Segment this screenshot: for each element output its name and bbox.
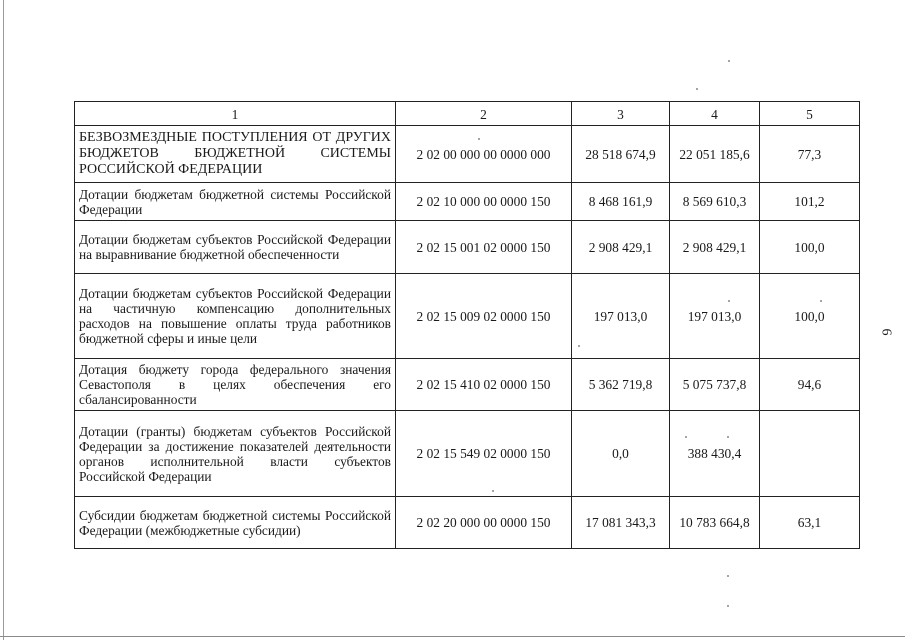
execution-percent: 94,6 (760, 359, 860, 411)
revenue-table (74, 101, 860, 549)
table-row (75, 221, 860, 274)
column-number-row (75, 102, 860, 126)
plan-value: 197 013,0 (572, 274, 670, 359)
execution-percent: 100,0 (760, 221, 860, 274)
scan-speck (727, 436, 729, 438)
scan-edge-bottom (0, 636, 905, 637)
scan-speck (727, 575, 729, 577)
actual-value: 8 569 610,3 (670, 183, 760, 221)
income-name: БЕЗВОЗМЕЗДНЫЕ ПОСТУПЛЕНИЯ ОТ ДРУГИХ БЮДЖЕТОВ БЮДЖЕТНОЙ СИСТЕМЫ РОССИЙСКОЙ ФЕДЕРАЦИИ (75, 126, 396, 183)
actual-value: 10 783 664,8 (670, 497, 760, 549)
income-name: Дотации бюджетам субъектов Российской Федерации на выравнивание бюджетной обеспеченности (75, 221, 396, 274)
execution-percent: 100,0 (760, 274, 860, 359)
plan-value: 17 081 343,3 (572, 497, 670, 549)
income-name: Субсидии бюджетам бюджетной системы Российской Федерации (межбюджетные субсидии) (75, 497, 396, 549)
income-name: Дотация бюджету города федерального значения Севастополя в целях обеспечения его сбалансированности (75, 359, 396, 411)
budget-code: 2 02 15 549 02 0000 150 (396, 411, 572, 497)
table-row (75, 359, 860, 411)
plan-value: 5 362 719,8 (572, 359, 670, 411)
actual-value: 5 075 737,8 (670, 359, 760, 411)
execution-percent: 63,1 (760, 497, 860, 549)
table-row (75, 497, 860, 549)
table-row (75, 126, 860, 183)
column-number: 5 (760, 102, 860, 126)
execution-percent: 77,3 (760, 126, 860, 183)
budget-code: 2 02 10 000 00 0000 150 (396, 183, 572, 221)
scan-edge-left (3, 0, 4, 640)
plan-value: 0,0 (572, 411, 670, 497)
scan-speck (478, 138, 480, 140)
execution-percent (760, 411, 860, 497)
execution-percent: 101,2 (760, 183, 860, 221)
scan-speck (728, 60, 730, 62)
scan-speck (492, 490, 494, 492)
plan-value: 8 468 161,9 (572, 183, 670, 221)
scan-speck (820, 300, 822, 302)
page-number: 6 (878, 328, 894, 336)
budget-code: 2 02 20 000 00 0000 150 (396, 497, 572, 549)
actual-value: 388 430,4 (670, 411, 760, 497)
actual-value: 2 908 429,1 (670, 221, 760, 274)
scan-speck (728, 300, 730, 302)
table-row (75, 411, 860, 497)
column-number: 4 (670, 102, 760, 126)
table-row (75, 183, 860, 221)
budget-code: 2 02 15 001 02 0000 150 (396, 221, 572, 274)
plan-value: 28 518 674,9 (572, 126, 670, 183)
income-name: Дотации (гранты) бюджетам субъектов Российской Федерации за достижение показателей деятельности органов исполнительной власти субъектов Российской Федерации (75, 411, 396, 497)
column-number: 2 (396, 102, 572, 126)
column-number: 1 (75, 102, 396, 126)
income-name: Дотации бюджетам бюджетной системы Российской Федерации (75, 183, 396, 221)
budget-code: 2 02 15 009 02 0000 150 (396, 274, 572, 359)
budget-code: 2 02 00 000 00 0000 000 (396, 126, 572, 183)
plan-value: 2 908 429,1 (572, 221, 670, 274)
column-number: 3 (572, 102, 670, 126)
table-row (75, 274, 860, 359)
scan-speck (727, 605, 729, 607)
scan-speck (696, 88, 698, 90)
actual-value: 22 051 185,6 (670, 126, 760, 183)
scan-speck (685, 436, 687, 438)
actual-value: 197 013,0 (670, 274, 760, 359)
budget-code: 2 02 15 410 02 0000 150 (396, 359, 572, 411)
scan-speck (578, 345, 580, 347)
income-name: Дотации бюджетам субъектов Российской Федерации на частичную компенсацию дополнительных расходов на повышение оплаты труда работников бюджетной сферы и иные цели (75, 274, 396, 359)
